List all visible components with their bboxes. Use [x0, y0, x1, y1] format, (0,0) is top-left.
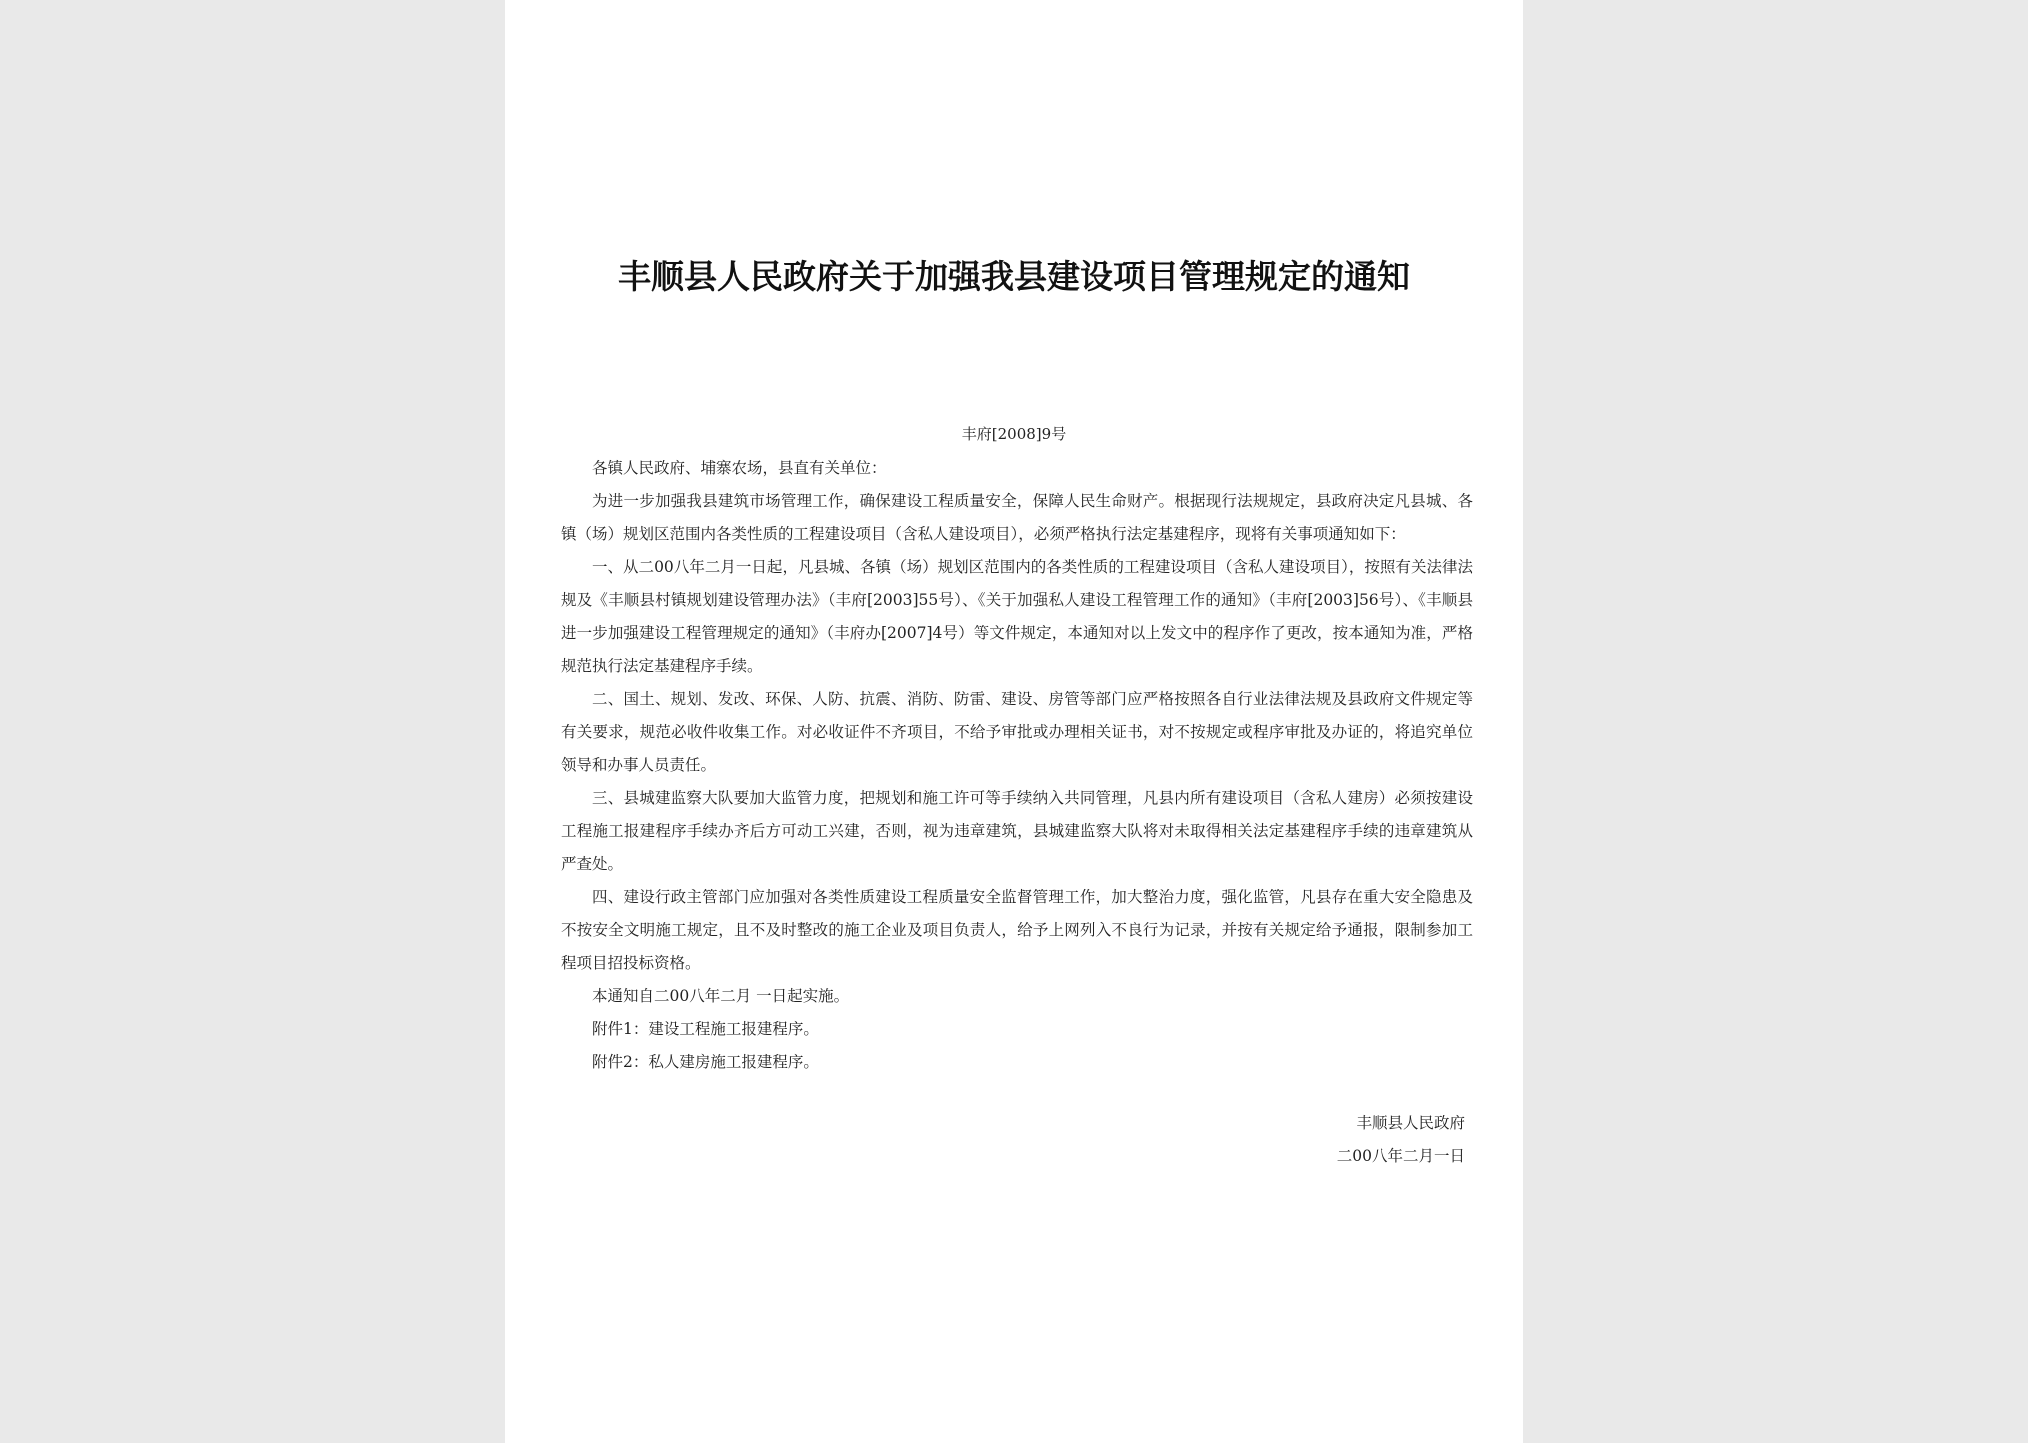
attachment-1: 附件1：建设工程施工报建程序。 [592, 1020, 819, 1038]
paragraph-item-2: 二、国土、规划、发改、环保、人防、抗震、消防、防雷、建设、房管等部门应严格按照各自行业法律法规及县政府文件规定等有关要求，规范必收件收集工作。对必收证件不齐项目，不给予审批或办理相关证书，对不按规定或程序审批及办证的，将追究单位领导和办事人员责任。 [561, 690, 1473, 774]
signature-org: 丰顺县人民政府 [1356, 1114, 1465, 1132]
document-number: 丰府[2008]9号 [961, 425, 1067, 443]
paragraph-item-4: 四、建设行政主管部门应加强对各类性质建设工程质量安全监督管理工作，加大整治力度，强化监管，凡县存在重大安全隐患及不按安全文明施工规定，且不及时整改的施工企业及项目负责人，给予上网列入不良行为记录，并按有关规定给予通报，限制参加工程项目招投标资格。 [561, 888, 1473, 972]
document-title: 丰顺县人民政府关于加强我县建设项目管理规定的通知 [618, 257, 1410, 296]
paragraph-effective-date: 本通知自二00八年二月 一日起实施。 [592, 987, 850, 1005]
salutation: 各镇人民政府、埔寨农场，县直有关单位： [592, 459, 887, 477]
document-page [505, 0, 1523, 1443]
signature-date: 二00八年二月一日 [1336, 1147, 1465, 1165]
attachment-2: 附件2：私人建房施工报建程序。 [592, 1053, 819, 1071]
paragraph-item-1: 一、从二00八年二月一日起，凡县城、各镇（场）规划区范围内的各类性质的工程建设项目（含私人建设项目），按照有关法律法规及《丰顺县村镇规划建设管理办法》（丰府[2003]55号）、《关于加强私人建设工程管理工作的通知》（丰府[2003]56号）、《丰顺县进一步加强建设工程管理规定的通知》（丰府办[2007]4号）等文件规定，本通知对以上发文中的程序作了更改，按本通知为准，严格规范执行法定基建程序手续。 [561, 558, 1474, 675]
paragraph-item-3: 三、县城建监察大队要加大监管力度，把规划和施工许可等手续纳入共同管理，凡县内所有建设项目（含私人建房）必须按建设工程施工报建程序手续办齐后方可动工兴建，否则，视为违章建筑，县城建监察大队将对未取得相关法定基建程序手续的违章建筑从严查处。 [561, 789, 1473, 873]
document-body [561, 452, 1473, 1079]
signature-block [1337, 1107, 1465, 1173]
paragraph-intro: 为进一步加强我县建筑市场管理工作，确保建设工程质量安全，保障人民生命财产。根据现行法规规定，县政府决定凡县城、各镇（场）规划区范围内各类性质的工程建设项目（含私人建设项目），必须严格执行法定基建程序，现将有关事项通知如下： [561, 492, 1473, 543]
